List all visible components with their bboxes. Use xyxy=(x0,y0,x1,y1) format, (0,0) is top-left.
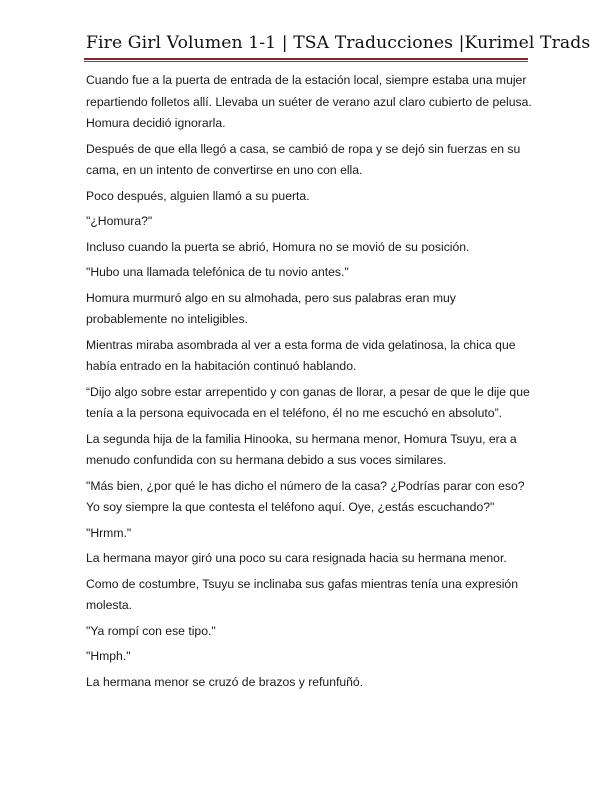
text-line: molesta. xyxy=(86,598,133,612)
header-rule-dark xyxy=(84,61,528,62)
paragraph xyxy=(86,646,536,668)
text-line: "Hubo una llamada telefónica de tu novio antes." xyxy=(86,265,349,279)
paragraph xyxy=(86,548,536,570)
text-line: La segunda hija de la familia Hinooka, su hermana menor, Homura Tsuyu, era a xyxy=(86,431,517,446)
text-line: "Hmph." xyxy=(86,649,131,663)
paragraph xyxy=(86,523,536,545)
paragraph xyxy=(86,672,536,694)
text-line: tenía a la persona equivocada en el teléfono, él no me escuchó en absoluto”. xyxy=(86,406,503,420)
paragraph xyxy=(86,429,536,472)
paragraph xyxy=(86,70,536,135)
header-rule-red xyxy=(84,58,528,60)
text-line: Homura murmuró algo en su almohada, pero sus palabras eran muy xyxy=(86,290,456,305)
text-line: "Hrmm." xyxy=(86,525,132,540)
paragraph xyxy=(86,476,536,519)
paragraph xyxy=(86,262,536,284)
text-line: La hermana menor se cruzó de brazos y refunfuñó. xyxy=(86,674,364,689)
body-text xyxy=(86,70,536,697)
text-line: Yo soy siempre la que contesta el teléfono aquí. Oye, ¿estás escuchando?" xyxy=(86,500,495,514)
text-line: "Ya rompí con ese tipo." xyxy=(86,623,216,638)
text-line: Como de costumbre, Tsuyu se inclinaba sus gafas mientras tenía una expresión xyxy=(86,576,518,591)
text-line: "¿Homura?" xyxy=(86,214,153,228)
page-header-title: Fire Girl Volumen 1-1 | TSA Traducciones |Kurimel Trads xyxy=(86,33,591,53)
paragraph xyxy=(86,574,536,617)
paragraph xyxy=(86,382,536,425)
paragraph xyxy=(86,237,536,259)
text-line: repartiendo folletos allí. Llevaba un suéter de verano azul claro cubierto de pelusa. xyxy=(86,94,532,109)
text-line: menudo confundida con su hermana debido a sus voces similares. xyxy=(86,453,447,467)
text-line: Después de que ella llegó a casa, se cambió de ropa y se dejó sin fuerzas en su xyxy=(86,141,521,156)
paragraph xyxy=(86,335,536,378)
text-line: había entrado en la habitación continuó hablando. xyxy=(86,359,357,373)
text-line: Incluso cuando la puerta se abrió, Homura no se movió de su posición. xyxy=(86,239,470,254)
text-line: Homura decidió ignorarla. xyxy=(86,116,226,130)
text-line: “Dijo algo sobre estar arrepentido y con ganas de llorar, a pesar de que le dije que xyxy=(86,384,530,399)
paragraph xyxy=(86,139,536,182)
paragraph xyxy=(86,211,536,233)
text-line: "Más bien, ¿por qué le has dicho el número de la casa? ¿Podrías parar con eso? xyxy=(86,478,525,493)
paragraph xyxy=(86,288,536,331)
text-line: probablemente no inteligibles. xyxy=(86,312,248,326)
text-line: Poco después, alguien llamó a su puerta. xyxy=(86,188,310,203)
text-line: La hermana mayor giró una poco su cara resignada hacia su hermana menor. xyxy=(86,551,507,565)
text-line: cama, en un intento de convertirse en uno con ella. xyxy=(86,163,363,177)
paragraph xyxy=(86,621,536,643)
text-line: Cuando fue a la puerta de entrada de la estación local, siempre estaba una mujer xyxy=(86,73,527,87)
paragraph xyxy=(86,186,536,208)
text-line: Mientras miraba asombrada al ver a esta forma de vida gelatinosa, la chica que xyxy=(86,337,516,352)
